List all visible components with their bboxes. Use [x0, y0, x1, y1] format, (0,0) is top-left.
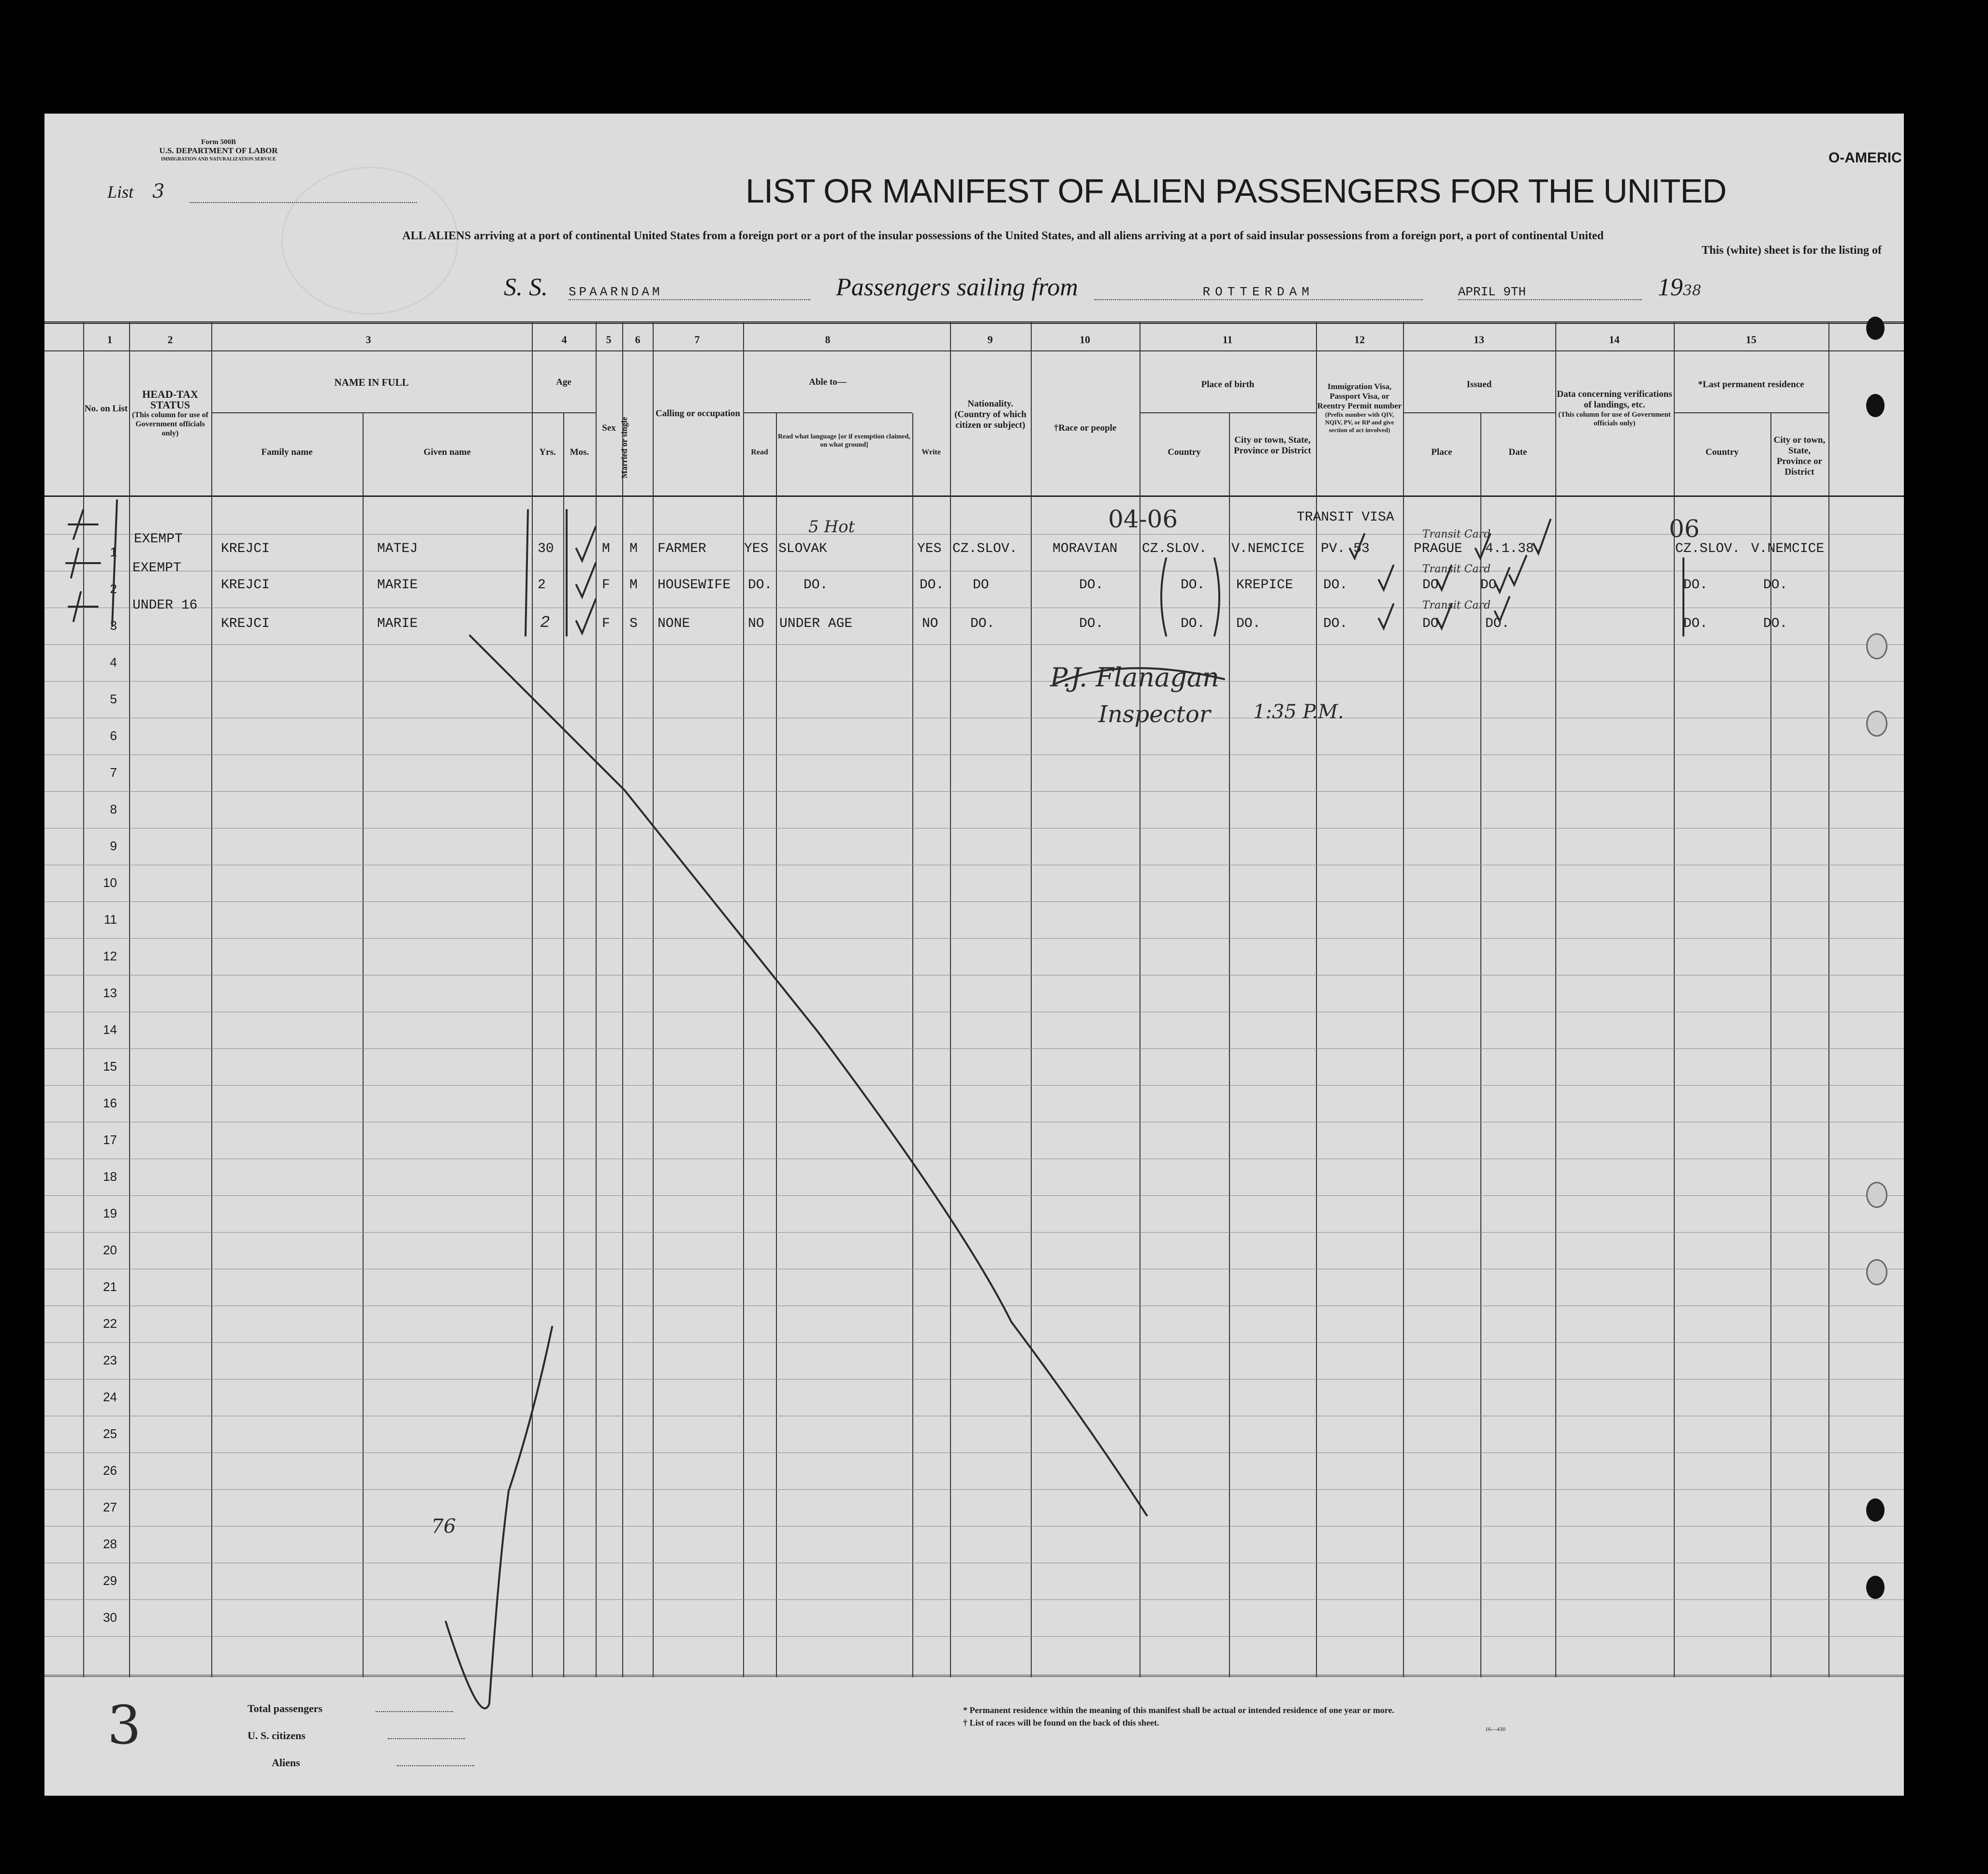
row-number: 7: [110, 765, 117, 780]
hdr-visa-note: (Prefix number with QIV, NQIV, PV, or RP and give section of act involved): [1325, 411, 1394, 434]
cell-write: NO: [922, 616, 938, 631]
cell-res-country: DO.: [1683, 578, 1708, 593]
colnum-4: 4: [561, 334, 567, 346]
list-number: 3: [152, 180, 165, 203]
colnum-8: 8: [825, 334, 831, 346]
birth-code: 04-06: [1108, 505, 1178, 533]
hdr-read: Read: [751, 448, 768, 456]
aliens-label: [248, 1749, 538, 1776]
totals-block: [248, 1695, 538, 1776]
cell-sex: F: [602, 616, 610, 631]
cell-yrs: 2: [540, 614, 550, 632]
aliens-line: [397, 1765, 474, 1766]
residence-code: 06: [1669, 515, 1700, 543]
ship-name: SPAARNDAM: [569, 285, 810, 300]
colnum-7: 7: [694, 334, 700, 346]
row-number: 24: [103, 1390, 117, 1404]
binder-hole: [1866, 1576, 1885, 1599]
stray-number: 76: [431, 1515, 456, 1538]
binder-hole: [1866, 1498, 1885, 1522]
binder-hole: [1866, 394, 1885, 417]
hdr-able-to: Able to—: [809, 377, 847, 387]
year-prefix: 19: [1657, 274, 1683, 301]
cell-res-city: DO.: [1763, 616, 1788, 631]
cell-sex: M: [602, 541, 610, 556]
transit-visa-note: TRANSIT VISA: [1297, 510, 1394, 525]
cell-res-country: DO.: [1683, 616, 1708, 631]
total-passengers-text: Total passengers: [248, 1702, 323, 1714]
row-number: 25: [103, 1426, 117, 1441]
row-number: 22: [103, 1316, 117, 1331]
hdr-birth-country: Country: [1168, 447, 1201, 457]
binder-hole: [1866, 1182, 1887, 1208]
cell-issue-date: DO.: [1485, 616, 1510, 631]
cell-birth-country: CZ.SLOV.: [1142, 541, 1207, 556]
row-number: 6: [110, 728, 117, 743]
sailing-label: Passengers sailing from: [836, 274, 1078, 301]
cell-read: DO.: [748, 578, 773, 593]
cell-family: KREJCI: [221, 616, 270, 631]
colnum-13: 13: [1474, 334, 1484, 346]
cell-language: DO.: [804, 578, 828, 593]
hdr-nationality: Nationality. (Country of which citizen or subject): [954, 399, 1026, 430]
cell-read: YES: [744, 541, 769, 556]
row-number: 23: [103, 1353, 117, 1367]
row-number: 8: [110, 802, 117, 816]
binder-hole: [1866, 633, 1887, 659]
cell-visa: DO.: [1323, 578, 1348, 593]
cell-res-country: CZ.SLOV.: [1675, 541, 1740, 556]
hdr-issued: Issued: [1466, 379, 1492, 390]
subtitle-line2: This (white) sheet is for the listing of: [1701, 244, 1882, 257]
corner-stamp: O-AMERIC: [1828, 150, 1902, 166]
hdr-mos: Mos.: [570, 447, 589, 457]
colnum-15: 15: [1746, 334, 1756, 346]
port-name: ROTTERDAM: [1094, 285, 1423, 300]
hdr-given-name: Given name: [424, 447, 471, 457]
row-number: 18: [103, 1169, 117, 1184]
cell-yrs: 30: [538, 541, 554, 556]
hdr-head-tax-label: HEAD-TAX STATUS: [142, 388, 198, 411]
colnum-10: 10: [1080, 334, 1090, 346]
form-code: 16—430: [1485, 1726, 1506, 1732]
row-number: 20: [103, 1243, 117, 1257]
cell-language: UNDER AGE: [779, 616, 853, 631]
row-number: 9: [110, 839, 117, 853]
cell-birth-country: DO.: [1181, 578, 1205, 593]
cell-occupation: FARMER: [658, 541, 706, 556]
sailing-date: APRIL 9TH: [1458, 285, 1642, 300]
check-mark: [526, 510, 567, 636]
aliens-text: Aliens: [272, 1757, 300, 1769]
row-number: 14: [103, 1022, 117, 1037]
colnum-1: 1: [107, 334, 113, 346]
cell-issue-place: PRAGUE: [1414, 541, 1462, 556]
footnote-races: † List of races will be found on the back of this sheet.: [963, 1718, 1159, 1728]
row-number: 12: [103, 949, 117, 963]
diagonal-cancel-line: [470, 636, 1147, 1515]
row-number: 5: [110, 692, 117, 706]
row-number: 19: [103, 1206, 117, 1220]
cell-res-city: DO.: [1763, 578, 1788, 593]
cell-ms: S: [629, 616, 638, 631]
colnum-11: 11: [1222, 334, 1233, 346]
cell-issue-place: DO.: [1422, 616, 1447, 631]
hdr-read-lang: Read what language [or if exemption claimed, on what ground]: [778, 433, 910, 449]
cell-res-city: V.NEMCICE: [1751, 541, 1825, 556]
inspector-title: Inspector: [1098, 701, 1211, 728]
row-number: 30: [103, 1610, 117, 1625]
cell-birth-city: V.NEMCICE: [1231, 541, 1305, 556]
cell-given: MARIE: [377, 578, 418, 593]
check-mark: [1350, 520, 1550, 628]
left-margin-number: 3: [107, 1694, 141, 1756]
transit-card-3: Transit Card: [1422, 599, 1491, 611]
cell-ms: M: [629, 578, 638, 593]
ss-label: S. S.: [504, 274, 548, 301]
colnum-9: 9: [987, 334, 993, 346]
row-number: 2: [110, 581, 117, 596]
row-number: 21: [103, 1279, 117, 1294]
transit-card-1: Transit Card: [1422, 528, 1491, 540]
cell-sex: F: [602, 578, 610, 593]
hdr-write: Write: [921, 448, 941, 456]
service: IMMIGRATION AND NATURALIZATION SERVICE: [161, 157, 276, 162]
row-number: 27: [103, 1500, 117, 1514]
total-passengers-line: [376, 1711, 453, 1712]
row-number: 29: [103, 1573, 117, 1588]
us-citizens-label: [248, 1722, 538, 1749]
binder-hole: [1866, 711, 1887, 737]
cell-race: DO.: [1079, 578, 1104, 593]
row-number: 15: [103, 1059, 117, 1074]
cell-yrs: 2: [538, 578, 546, 593]
cell-race: MORAVIAN: [1052, 541, 1118, 556]
hdr-visa-label: Immigration Visa, Passport Visa, or Reentry Permit number: [1317, 382, 1402, 410]
hdr-calling: Calling or occupation: [656, 408, 740, 419]
hdr-name-in-full: NAME IN FULL: [334, 377, 409, 388]
cell-tax: UNDER 16: [132, 598, 198, 613]
transit-card-2: Transit Card: [1422, 563, 1491, 575]
cell-birth-city: DO.: [1236, 616, 1261, 631]
cell-family: KREJCI: [221, 578, 270, 593]
list-label: List: [107, 182, 134, 202]
cell-visa: PV. 53: [1321, 541, 1370, 556]
binder-hole: [1866, 1259, 1887, 1285]
hdr-head-tax-note: (This column for use of Government officials only): [132, 411, 208, 437]
hdr-res-country: Country: [1705, 447, 1739, 457]
row-number: 3: [110, 618, 117, 633]
footnotes: [963, 1704, 1394, 1729]
cell-birth-country: DO.: [1181, 616, 1205, 631]
hdr-last-res: *Last permanent residence: [1698, 379, 1804, 390]
row-number: 1: [110, 545, 117, 559]
cell-tax: EXEMPT: [134, 532, 183, 547]
row-number: 28: [103, 1537, 117, 1551]
colnum-6: 6: [635, 334, 641, 346]
cell-read: NO: [748, 616, 764, 631]
hdr-yrs: Yrs.: [539, 447, 556, 457]
hdr-issue-place: Place: [1431, 447, 1452, 457]
inspector-time: 1:35 P.M.: [1253, 701, 1344, 723]
cell-issue-date: 4.1.38.: [1485, 541, 1542, 556]
manifest-sheet: [44, 114, 1904, 1796]
cell-write: YES: [917, 541, 942, 556]
language-note: 5 Hot: [808, 517, 855, 537]
total-passengers-label: [248, 1695, 538, 1722]
form-number: Form 500B: [201, 138, 236, 146]
hdr-married: Married or single: [620, 417, 629, 479]
colnum-14: 14: [1609, 334, 1620, 346]
signature-flourish: [1055, 668, 1224, 684]
cell-given: MATEJ: [377, 541, 418, 556]
cell-nationality: DO.: [970, 616, 995, 631]
footnote-residence: * Permanent residence within the meaning of this manifest shall be actual or intended residence of one year or more.: [963, 1705, 1394, 1715]
binder-hole: [1866, 317, 1885, 340]
cell-nationality: DO: [973, 578, 989, 593]
year-suffix: 38: [1682, 282, 1701, 299]
cell-occupation: HOUSEWIFE: [658, 578, 731, 593]
row-number: 4: [110, 655, 117, 669]
row-number: 17: [103, 1133, 117, 1147]
hdr-verif-note: (This column for use of Government officials only): [1558, 411, 1671, 427]
us-citizens-line: [388, 1738, 465, 1739]
total-stroke: [446, 1327, 552, 1708]
hdr-place-birth: Place of birth: [1201, 379, 1255, 390]
cell-write: DO.: [920, 578, 944, 593]
inspector-name: P.J. Flanagan: [1050, 662, 1219, 693]
pen-marks: [44, 114, 1904, 1796]
hdr-family-name: Family name: [261, 447, 313, 457]
cell-tax: EXEMPT: [132, 561, 181, 576]
row-number: 10: [103, 875, 117, 890]
cell-occupation: NONE: [658, 616, 690, 631]
subtitle-line1: ALL ALIENS arriving at a port of continental United States from a foreign port or a port of the insular possessions of the United States, and all aliens arriving at a port of said insular possessions from a foreign port, a port of continental United: [402, 230, 1604, 242]
cell-language: SLOVAK: [778, 541, 827, 556]
hdr-age: Age: [556, 377, 571, 387]
hdr-res-city: City or town, State, Province or District: [1773, 435, 1826, 477]
row-number: 13: [103, 986, 117, 1000]
cell-issue-place: DO.: [1422, 578, 1447, 593]
hdr-issue-date: Date: [1508, 447, 1527, 457]
colnum-12: 12: [1354, 334, 1365, 346]
cell-issue-date: DO: [1480, 578, 1497, 593]
cell-nationality: CZ.SLOV.: [952, 541, 1018, 556]
colnum-5: 5: [606, 334, 612, 346]
cell-visa: DO.: [1323, 616, 1348, 631]
cell-family: KREJCI: [221, 541, 270, 556]
department: U.S. DEPARTMENT OF LABOR: [159, 146, 278, 155]
cell-birth-city: KREPICE: [1236, 578, 1293, 593]
tally-mark: [66, 500, 117, 626]
page-title: LIST OR MANIFEST OF ALIEN PASSENGERS FOR THE UNITED: [746, 172, 1726, 210]
row-number: 16: [103, 1096, 117, 1110]
row-number: 26: [103, 1463, 117, 1478]
bracket-mark: [1161, 558, 1683, 636]
check-mark: [576, 527, 596, 633]
hdr-race: †Race or people: [1053, 423, 1117, 433]
row-number: 11: [104, 912, 117, 927]
colnum-3: 3: [365, 334, 371, 346]
cell-given: MARIE: [377, 616, 418, 631]
colnum-2: 2: [167, 334, 173, 346]
hdr-birth-city: City or town, State, Province or District: [1234, 435, 1311, 456]
cell-race: DO.: [1079, 616, 1104, 631]
hdr-sex: Sex: [602, 423, 616, 433]
hdr-no-on-list: No. on List: [84, 404, 128, 414]
cell-ms: M: [629, 541, 638, 556]
hdr-verif-label: Data concerning verifications of landings, etc.: [1557, 389, 1672, 410]
us-citizens-text: U. S. citizens: [248, 1729, 306, 1742]
